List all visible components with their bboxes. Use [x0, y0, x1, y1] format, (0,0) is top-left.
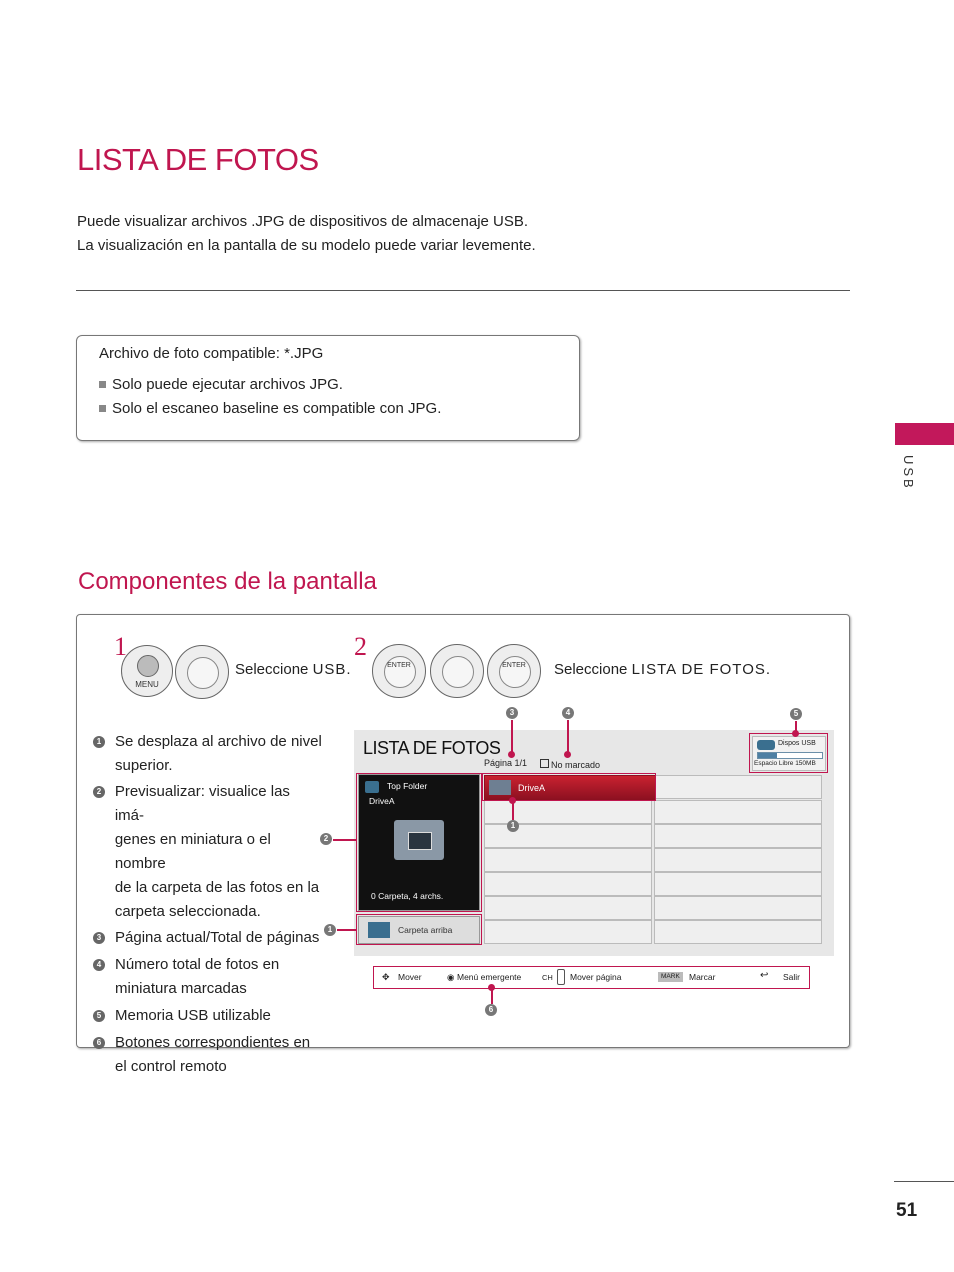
control-bar	[373, 966, 810, 989]
folder-up-label: Carpeta arriba	[398, 925, 453, 935]
step-1-instruction: Seleccione USB.	[235, 661, 351, 678]
nav-pad-2[interactable]	[430, 644, 484, 698]
file-grid-cell[interactable]	[654, 824, 822, 848]
step-2-target: LISTA DE FOTOS	[631, 661, 766, 678]
marked-status: No marcado	[540, 759, 600, 770]
checkbox-icon	[540, 759, 549, 768]
menu-button-label: MENU	[135, 680, 159, 689]
note-title: Archivo de foto compatible: *.JPG	[99, 345, 324, 362]
ctrl-mark[interactable]: Marcar	[689, 972, 716, 982]
callout-4: 4	[562, 707, 574, 719]
file-grid-cell[interactable]	[654, 800, 822, 824]
selected-item-label: DriveA	[518, 783, 546, 793]
enter-button-2-label: ENTER	[502, 662, 526, 669]
ch-rocker-icon	[557, 969, 565, 985]
enter-button-1-cap	[384, 656, 416, 688]
ctrl-move-page[interactable]: Mover página	[570, 972, 622, 982]
components-title: Componentes de la pantalla	[78, 568, 377, 595]
menu-button-cap-icon	[137, 655, 159, 677]
callout-6: 6	[485, 1004, 497, 1016]
file-grid-cell[interactable]	[484, 872, 652, 896]
callout-5: 5	[790, 708, 802, 720]
file-grid-cell[interactable]	[654, 848, 822, 872]
callout-1-item-dot	[509, 797, 516, 804]
page-number: 51	[896, 1200, 918, 1221]
highlight-preview	[356, 773, 482, 912]
file-grid-cell[interactable]	[654, 872, 822, 896]
callout-4-line	[567, 720, 569, 753]
drive-label: DriveA	[369, 796, 395, 806]
exit-icon: ↩	[760, 970, 769, 981]
folder-count: 0 Carpeta, 4 archs.	[371, 891, 444, 901]
intro-text	[77, 210, 536, 258]
callout-1-folder-up-line	[337, 929, 357, 931]
callout-3-dot	[508, 751, 515, 758]
ctrl-move[interactable]: Mover	[398, 972, 422, 982]
callout-4-dot	[564, 751, 571, 758]
file-grid-cell[interactable]	[484, 848, 652, 872]
step-2-instruction: Seleccione LISTA DE FOTOS.	[554, 661, 771, 678]
file-grid-cell[interactable]	[654, 896, 822, 920]
divider-top	[76, 290, 850, 291]
section-label: USB	[901, 455, 916, 491]
callout-6-line	[491, 990, 493, 1004]
top-folder-label: Top Folder	[387, 781, 428, 791]
callout-1-item: 1	[507, 820, 519, 832]
note-item: Solo puede ejecutar archivos JPG.	[99, 376, 343, 393]
enter-icon: ◉	[447, 972, 455, 982]
callout-5-dot	[792, 730, 799, 737]
page-title: LISTA DE FOTOS	[77, 142, 319, 177]
nav-pad-center	[187, 657, 219, 689]
bullet-square-icon	[99, 381, 106, 388]
legend-item: 3 Página actual/Total de páginas	[93, 926, 323, 950]
legend-item: 4 Número total de fotos en miniatura marcadas	[93, 953, 323, 1001]
callout-3: 3	[506, 707, 518, 719]
screen-title: LISTA DE FOTOS	[363, 738, 501, 758]
section-tab	[895, 423, 954, 445]
page-info: Página 1/1	[484, 758, 528, 768]
enter-button-2[interactable]	[487, 644, 541, 698]
highlight-usb-info	[749, 733, 828, 773]
file-grid-cell[interactable]	[654, 775, 822, 799]
callout-2: 2	[320, 833, 332, 845]
file-grid-cell[interactable]	[484, 896, 652, 920]
menu-button[interactable]	[121, 645, 173, 697]
highlight-folder-up	[356, 914, 482, 945]
file-grid-cell[interactable]	[484, 920, 652, 944]
callout-1-folder-up: 1	[324, 924, 336, 936]
ctrl-ch: CH	[542, 973, 553, 982]
legend-item: 6 Botones correspondientes en el control remoto	[93, 1031, 323, 1079]
note-item: Solo el escaneo baseline es compatible con JPG.	[99, 400, 441, 417]
compat-note-box	[76, 335, 580, 441]
enter-button-1-label: ENTER	[387, 662, 411, 669]
ctrl-exit[interactable]: Salir	[783, 972, 801, 982]
step-1-number: 1	[114, 632, 127, 661]
callout-2-line	[333, 839, 357, 841]
ctrl-popup[interactable]: Menú emergente	[457, 972, 522, 982]
usb-device-label: Dispos USB	[778, 740, 816, 747]
enter-button-1[interactable]	[372, 644, 426, 698]
legend-item: 2 Previsualizar: visualice las imá- genes en miniatura o el nombre de la carpeta de las fotos en la carpeta seleccionada.	[93, 780, 323, 924]
divider-bottom	[894, 1181, 954, 1182]
legend-item: 1 Se desplaza al archivo de nivel superior.	[93, 730, 323, 778]
callout-3-line	[511, 720, 513, 753]
free-space-label: Espacio Libre 150MB	[754, 760, 816, 767]
legend-item: 5 Memoria USB utilizable	[93, 1004, 323, 1028]
highlight-selected-item	[482, 773, 656, 801]
mark-key: MARK	[658, 972, 683, 982]
nav-pad-2-center	[442, 656, 474, 688]
intro-line-1: Puede visualizar archivos .JPG de dispositivos de almacenaje USB.	[77, 213, 529, 230]
file-grid-cell[interactable]	[654, 920, 822, 944]
bullet-square-icon	[99, 405, 106, 412]
intro-line-2: La visualización en la pantalla de su modelo puede variar levemente.	[77, 237, 536, 254]
step-2-number: 2	[354, 632, 367, 661]
move-icon: ✥	[382, 972, 390, 982]
nav-pad[interactable]	[175, 645, 229, 699]
step-1-target: USB	[312, 661, 347, 678]
legend-list	[93, 730, 323, 1079]
enter-button-2-cap	[499, 656, 531, 688]
